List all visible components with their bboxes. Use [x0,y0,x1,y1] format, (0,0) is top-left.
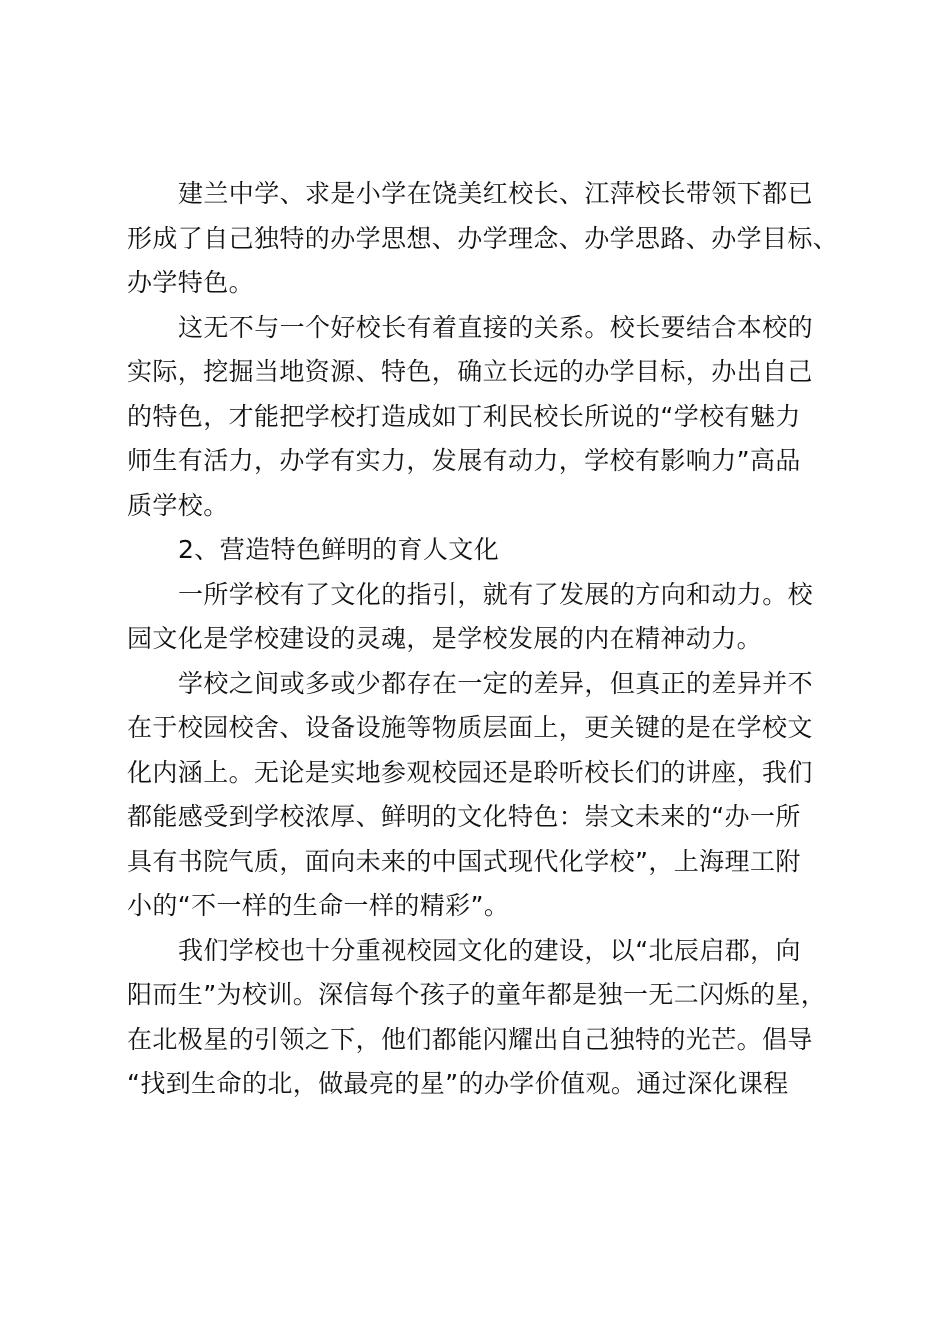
heading-line: 2、营造特色鲜明的育人文化 [178,535,500,564]
text-line: 这无不与一个好校长有着直接的关系。校长要结合本校的 [178,312,814,342]
text-line: 在北极星的引领之下，他们都能闪耀出自己独特的光芒。倡导 [127,1024,813,1054]
text-line: 的特色，才能把学校打造成如丁利民校长所说的“学校有魅力 [127,401,801,431]
text-line: 办学特色。 [127,268,255,297]
text-line: 一所学校有了文化的指引，就有了发展的方向和动力。校 [178,579,814,609]
text-line: 师生有活力，办学有实力，发展有动力，学校有影响力”高品 [127,446,801,475]
paragraph-school-culture [127,573,837,662]
text-line: 阳而生”为校训。深信每个孩子的童年都是独一无二闪烁的星， [127,980,827,1009]
text-line: 小的“不一样的生命一样的精彩”。 [127,891,510,920]
paragraph-differences [127,662,837,929]
document-body [127,172,837,1107]
text-line: 化内涵上。无论是实地参观校园还是聆听校长们的讲座，我们 [127,757,813,787]
text-line: “找到生命的北，做最亮的星”的办学价值观。通过深化课程 [127,1069,789,1098]
text-line: 园文化是学校建设的灵魂，是学校发展的内在精神动力。 [127,624,763,653]
text-line: 我们学校也十分重视校园文化的建设，以“北辰启郡，向 [178,935,801,965]
paragraph-good-principal [127,306,837,529]
text-line: 形成了自己独特的办学思想、办学理念、办学思路、办学目标、 [127,223,839,253]
text-line: 建兰中学、求是小学在饶美红校长、江萍校长带领下都已 [178,179,814,208]
text-line: 都能感受到学校浓厚、鲜明的文化特色：崇文未来的“办一所 [127,802,801,831]
text-line: 实际，挖掘当地资源、特色，确立长远的办学目标，办出自己 [127,357,813,386]
paragraph-our-school [127,929,837,1107]
text-line: 在于校园校舍、设备设施等物质层面上，更关键的是在学校文 [127,713,813,742]
paragraph-principals [127,172,837,306]
section-heading [127,528,837,573]
text-line: 学校之间或多或少都存在一定的差异，但真正的差异并不 [178,668,814,698]
text-line: 质学校。 [127,490,229,520]
text-line: 具有书院气质，面向未来的中国式现代化学校”，上海理工附 [127,846,801,876]
